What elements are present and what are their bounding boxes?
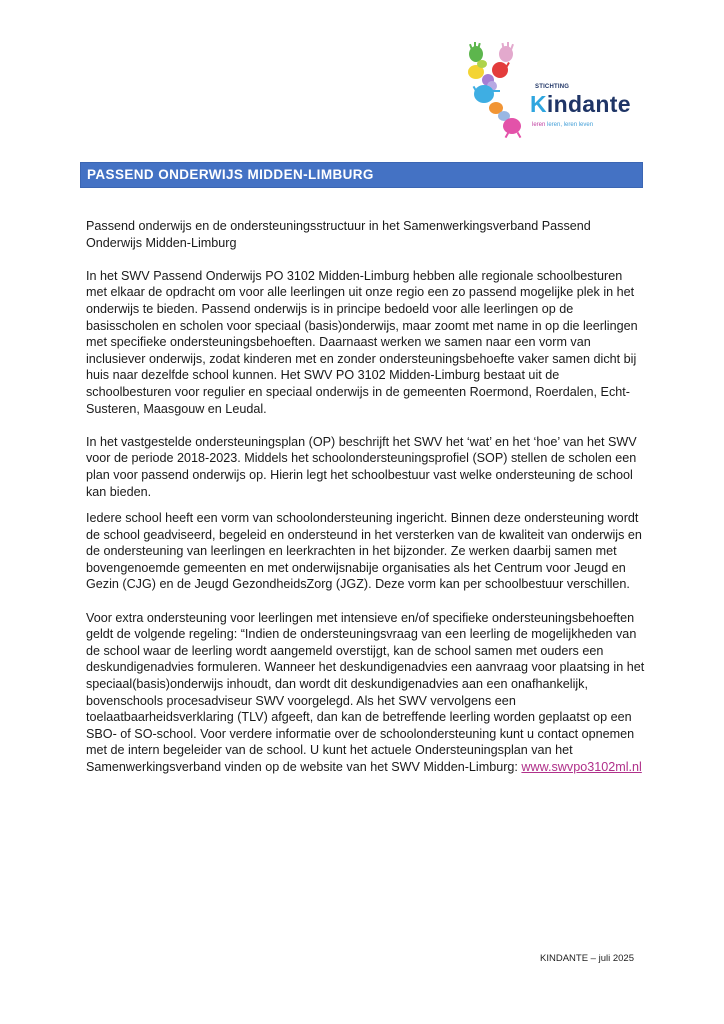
logo-brand-name: Kindante [530,91,631,117]
paragraph-ondersteuningsplan: In het vastgestelde ondersteuningsplan (OP) beschrijft het SWV het ‘wat’ en het ‘hoe’ van het SWV voor de periode 2018-2023. Middels het schoolondersteuningsprofiel (SOP) stellen de scholen een plan voor passend onderwijs op. Hierin legt het schoolbestuur vast welke ondersteuning de school kan bieden. [86,434,637,499]
document-body [86,218,646,776]
page-title: PASSEND ONDERWIJS MIDDEN-LIMBURG [87,167,374,182]
page-footer: KINDANTE – juli 2025 [540,953,634,964]
logo-tagline: leren leren, leren leven [532,122,594,128]
paragraph-swv-overview: In het SWV Passend Onderwijs PO 3102 Midden-Limburg hebben alle regionale schoolbesturen met elkaar de opdracht om voor alle leerlingen uit onze regio een zo passend mogelijke plek in het onderwijs te bieden. Passend onderwijs is in principe bedoeld voor alle leerlingen op de basisscholen en scholen voor speciaal (basis)onderwijs, maar zoomt met name in op die leerlingen met specifieke ondersteuningsbehoeften. Daarnaast werken we samen naar een vorm van inclusiever onderwijs, zodat kinderen met en zonder ondersteuningsbehoefte vaker samen dicht bij huis naar dezelfde school kunnen. Het SWV PO 3102 Midden-Limburg bestaat uit de schoolbesturen voor regulier en speciaal onderwijs in de gemeenten Roermond, Roerdalen, Echt-Susteren, Maasgouw en Leudal. [86,268,638,416]
colored-hands-icon [462,42,534,138]
section-title-bar [80,162,643,188]
paragraph-extra-ondersteuning: Voor extra ondersteuning voor leerlingen met intensieve en/of specifieke ondersteuningsbehoeften geldt de volgende regeling: “Indien de ondersteuningsvraag van een leerling de mogelijkheden van de school waar de leerling wordt aangemeld overstijgt, kan de school samen met ouders een deskundigenadvies formuleren. Wanneer het deskundigenadvies een aanvraag voor plaatsing in het speciaal(basis)onderwijs inhoudt, dan wordt dit deskundigenadvies aan een onafhankelijk, bovenschools procesadviseur SWV voorgelegd. Als het SWV vervolgens een toelaatbaarheidsverklaring (TLV) afgeeft, dan kan de betreffende leerling worden geplaatst op een SBO- of SO-school. Voor verdere informatie over de schoolondersteuning kunt u contact opnemen met de intern begeleider van de school. U kunt het actuele Ondersteuningsplan van het Samenwerkingsverband vinden op de website van het SWV Midden-Limburg: www.swvpo3102ml.nl [86,610,645,774]
swv-website-link[interactable]: www.swvpo3102ml.nl [521,760,642,774]
kindante-logo [462,42,642,138]
intro-paragraph: Passend onderwijs en de ondersteuningsstructuur in het Samenwerkingsverband Passend Onderwijs Midden-Limburg [86,219,591,250]
paragraph-schoolondersteuning: Iedere school heeft een vorm van schoolondersteuning ingericht. Binnen deze ondersteuning wordt de school geadviseerd, begeleid en ondersteund in het versterken van de kwaliteit van onderwijs en de ondersteuning van leerlingen en leerkrachten in het bijzonder. Ze werken daarbij samen met bovengenoemde gemeenten en met onderwijsnabije organisaties als het Centrum voor Jeugd en Gezin (CJG) en de Jeugd GezondheidsZorg (JGZ). Deze vorm kan per schoolbestuur verschillen. [86,511,642,592]
logo-stichting-label: STICHTING [535,84,570,90]
